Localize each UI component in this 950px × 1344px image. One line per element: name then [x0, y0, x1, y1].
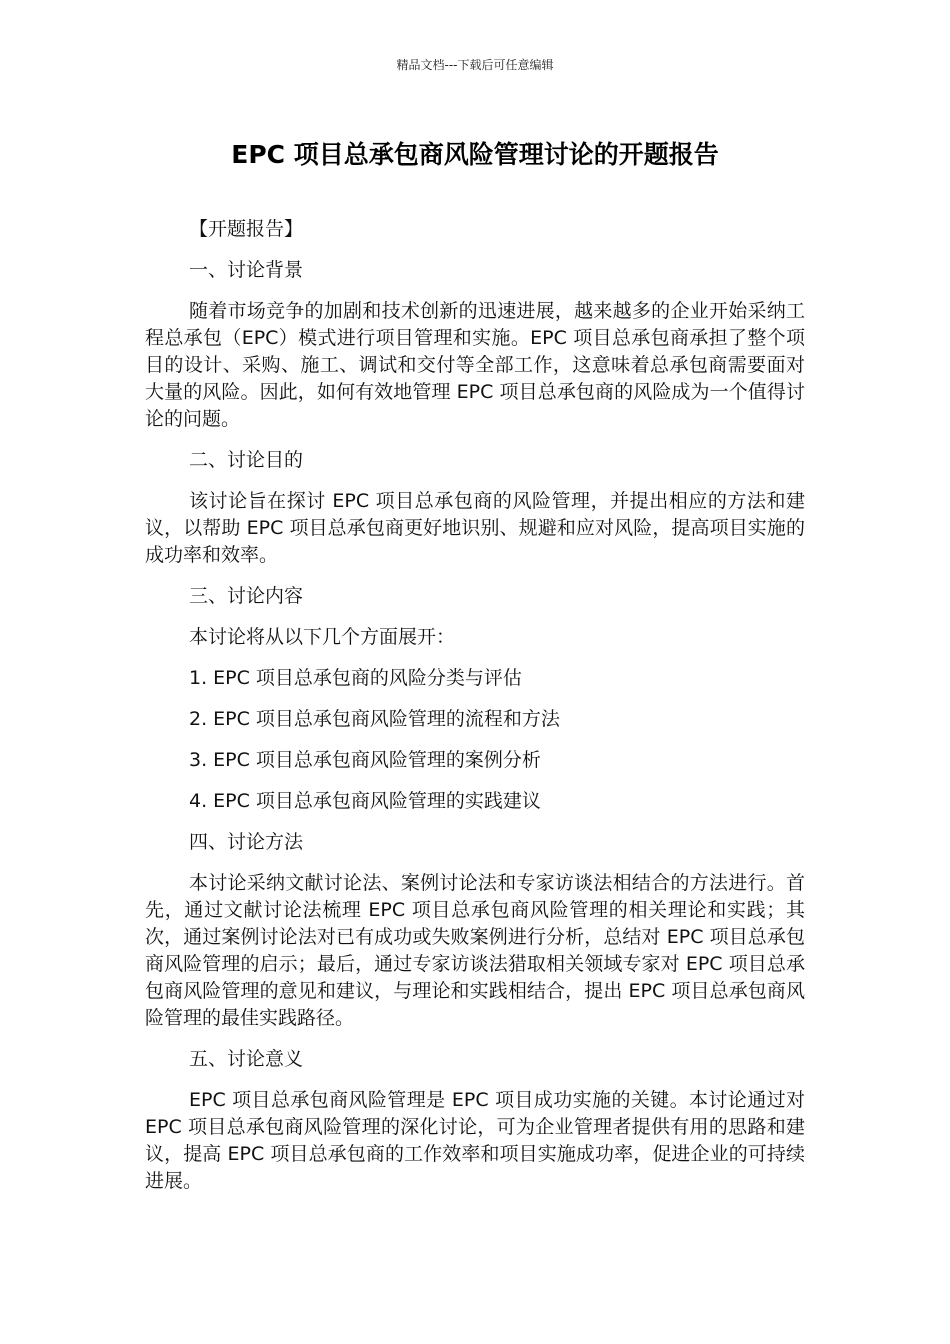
section-heading-method: 四、讨论方法 — [189, 831, 304, 853]
list-item: 2. EPC 项目总承包商风险管理的流程和方法 — [189, 708, 560, 730]
section-text-method: 本讨论采纳文献讨论法、案例讨论法和专家访谈法相结合的方法进行。首先，通过文献讨论法梳理 EPC 项目总承包商风险管理的相关理论和实践；其次，通过案例讨论法对已有成功或失败案例进行分析，总结对 EPC 项目总承包商风险管理的启示；最后，通过专家访谈法猎取相关领域专家对 EPC 项目总承包商风险管理的意见和建议，与理论和实践相结合，提出 EPC 项目总承包商风险管理的最佳实践路径。 — [145, 872, 805, 1029]
section-heading-significance: 五、讨论意义 — [189, 1048, 304, 1070]
section-heading-purpose: 二、讨论目的 — [189, 449, 304, 471]
document-body — [145, 216, 805, 1209]
list-item: 1. EPC 项目总承包商的风险分类与评估 — [189, 667, 522, 689]
document-title: EPC 项目总承包商风险管理讨论的开题报告 — [231, 140, 719, 169]
report-tag: 【开题报告】 — [189, 218, 304, 240]
section-text-significance: EPC 项目总承包商风险管理是 EPC 项目成功实施的关键。本讨论通过对 EPC 项目总承包商风险管理的深化讨论，可为企业管理者提供有用的思路和建议，提高 EPC 项目总承包商的工作效率和项目实施成功率，促进企业的可持续进展。 — [145, 1089, 805, 1192]
section-heading-content: 三、讨论内容 — [189, 585, 304, 607]
list-item: 3. EPC 项目总承包商风险管理的案例分析 — [189, 749, 541, 771]
section-text-background: 随着市场竞争的加剧和技术创新的迅速进展，越来越多的企业开始采纳工程总承包（EPC）模式进行项目管理和实施。EPC 项目总承包商承担了整个项目的设计、采购、施工、调试和交付等全部工作，这意味着总承包商需要面对大量的风险。因此，如何有效地管理 EPC 项目总承包商的风险成为一个值得讨论的问题。 — [145, 300, 805, 430]
section-text-purpose: 该讨论旨在探讨 EPC 项目总承包商的风险管理，并提出相应的方法和建议，以帮助 EPC 项目总承包商更好地识别、规避和应对风险，提高项目实施的成功率和效率。 — [145, 490, 805, 566]
section-heading-background: 一、讨论背景 — [189, 259, 304, 281]
section-intro-content: 本讨论将从以下几个方面展开： — [189, 626, 456, 648]
list-item: 4. EPC 项目总承包商风险管理的实践建议 — [189, 790, 541, 812]
header-note: 精品文档---下载后可任意编辑 — [396, 58, 554, 72]
